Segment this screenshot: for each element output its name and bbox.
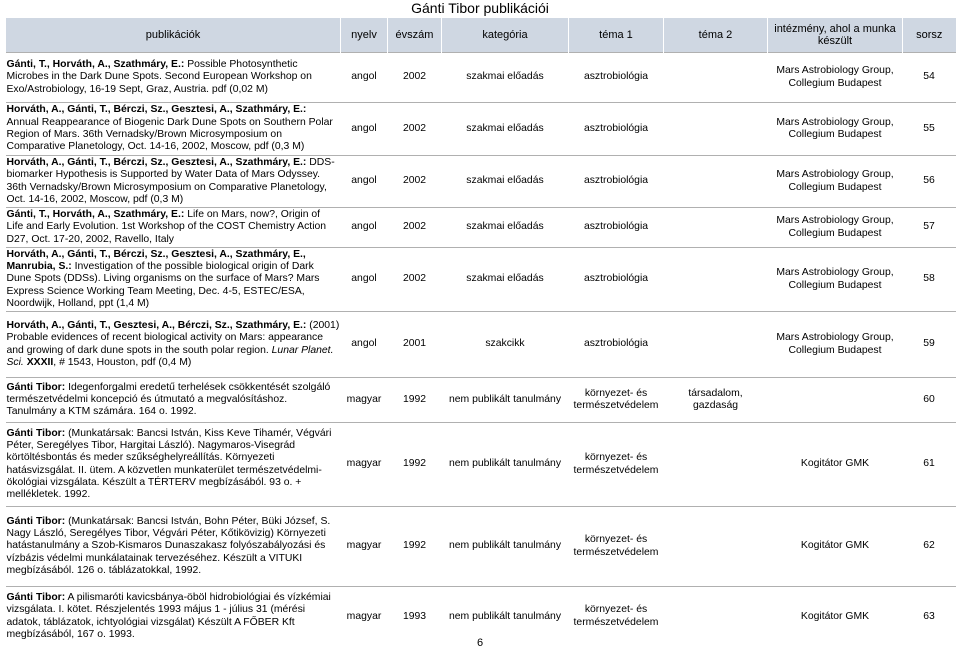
category-cell: nem publikált tanulmány — [442, 378, 569, 423]
serial-number-cell: 60 — [903, 378, 956, 423]
year-cell: 1992 — [388, 507, 442, 587]
publication-text: Idegenforgalmi eredetű terhelések csökkentését szolgáló természetvédelmi koncepció és útmutató a megvalósításhoz. Tanulmány a KTM számára. 164 o. 1992. — [6, 381, 331, 418]
category-cell: szakmai előadás — [442, 53, 569, 103]
category-cell: szakmai előadás — [442, 248, 569, 312]
publication-tail: , # 1543, Houston, pdf (0,4 M) — [53, 356, 192, 368]
table-row — [6, 248, 956, 312]
category-cell: nem publikált tanulmány — [442, 587, 569, 647]
serial-number-cell: 62 — [903, 507, 956, 587]
language-cell: angol — [341, 103, 388, 156]
publication-cell — [6, 103, 341, 156]
language-cell: angol — [341, 312, 388, 378]
language-cell: magyar — [341, 378, 388, 423]
topic2-cell — [664, 208, 768, 248]
serial-number-cell: 57 — [903, 208, 956, 248]
publication-cell — [6, 423, 341, 507]
serial-number-cell: 61 — [903, 423, 956, 507]
language-cell: angol — [341, 248, 388, 312]
institution-cell: Mars Astrobiology Group, Collegium Budapest — [768, 248, 903, 312]
col-header-intezmeny: intézmény, ahol a munka készült — [768, 18, 903, 53]
publication-authors: Gánti Tibor: — [6, 515, 66, 527]
publication-authors: Horváth, A., Gánti, T., Bérczi, Sz., Gesztesi, A., Szathmáry, E.: — [6, 104, 307, 116]
institution-cell: Mars Astrobiology Group, Collegium Budapest — [768, 53, 903, 103]
institution-cell: Mars Astrobiology Group, Collegium Budapest — [768, 103, 903, 156]
publication-cell — [6, 53, 341, 103]
year-cell: 1992 — [388, 378, 442, 423]
publication-authors: Gánti Tibor: — [6, 592, 66, 604]
publication-authors: Gánti Tibor: — [6, 381, 66, 393]
topic2-cell — [664, 507, 768, 587]
language-cell: angol — [341, 156, 388, 208]
year-cell: 2002 — [388, 248, 442, 312]
category-cell: nem publikált tanulmány — [442, 507, 569, 587]
publication-cell — [6, 156, 341, 208]
institution-cell: Kogitátor GMK — [768, 507, 903, 587]
publication-cell — [6, 208, 341, 248]
serial-number-cell: 59 — [903, 312, 956, 378]
table-row — [6, 507, 956, 587]
institution-cell: Kogitátor GMK — [768, 587, 903, 647]
table-row — [6, 423, 956, 507]
publication-cell — [6, 312, 341, 378]
page-title: Gánti Tibor publikációi — [411, 0, 549, 16]
header-row — [6, 18, 956, 53]
year-cell: 2002 — [388, 53, 442, 103]
topic1-cell: asztrobiológia — [569, 156, 664, 208]
publication-text: Possible Photosynthetic Microbes in the Dark Dune Spots. Second European Workshop on Exo/Astrobiology, 16-19 Sept, Graz, Austria. pdf (0,02 M) — [6, 59, 312, 95]
publication-text: Annual Reappearance of Biogenic Dark Dune Spots on Southern Polar Region of Mars. 36th Vernadsky/Brown Microsymposium on Comparative Planetology, Oct. 14-16, 2002, Moscow, pdf (0,3 M) — [6, 116, 333, 153]
institution-cell: Kogitátor GMK — [768, 423, 903, 507]
publication-text: (Munkatársak: Bancsi István, Kiss Keve Tihamér, Végvári Péter, Seregélyes Tibor, Hargitai László). Nagymaros-Visegrád körtöltésbontás és meder szűkséghelyreállítás. Környezeti hatásvizsgálat. II. ütem. A közvetlen munkaterület természetvédelmi-ökológiai vizsgálata. Készült a TÉRTERV megbízásából. 93 o. + mellékletek. 1992. — [6, 427, 332, 501]
institution-cell: Mars Astrobiology Group, Collegium Budapest — [768, 208, 903, 248]
topic1-cell: környezet- és természetvédelem — [569, 378, 664, 423]
topic2-cell — [664, 248, 768, 312]
serial-number-cell: 56 — [903, 156, 956, 208]
publication-authors: Gánti Tibor: — [6, 427, 66, 439]
topic2-cell — [664, 312, 768, 378]
topic1-cell: asztrobiológia — [569, 248, 664, 312]
col-header-evszam: évszám — [388, 18, 442, 53]
topic1-cell: asztrobiológia — [569, 103, 664, 156]
language-cell: angol — [341, 208, 388, 248]
topic1-cell: asztrobiológia — [569, 208, 664, 248]
topic2-cell — [664, 103, 768, 156]
category-cell: szakmai előadás — [442, 156, 569, 208]
serial-number-cell: 63 — [903, 587, 956, 647]
language-cell: angol — [341, 53, 388, 103]
year-cell: 1992 — [388, 423, 442, 507]
table-row — [6, 378, 956, 423]
category-cell: szakmai előadás — [442, 103, 569, 156]
publication-authors: Horváth, A., Gánti, T., Gesztesi, A., Bérczi, Sz., Szathmáry, E.: — [6, 319, 307, 331]
publication-cell — [6, 248, 341, 312]
language-cell: magyar — [341, 507, 388, 587]
topic2-cell — [664, 53, 768, 103]
year-cell: 2001 — [388, 312, 442, 378]
topic1-cell: környezet- és természetvédelem — [569, 423, 664, 507]
col-header-tema2: téma 2 — [664, 18, 768, 53]
publications-table — [5, 18, 956, 647]
topic2-cell: társadalom, gazdaság — [664, 378, 768, 423]
col-header-nyelv: nyelv — [341, 18, 388, 53]
table-row — [6, 208, 956, 248]
col-header-publikaciok: publikációk — [6, 18, 341, 53]
publication-text: (2001) Probable evidences of recent biological activity on Mars: appearance and growing of dark dune spots in the south polar region. — [6, 319, 340, 356]
publication-text: A pilismaróti kavicsbánya-öböl hidrobiológiai és vízkémiai vizsgálata. I. kötet. Részjelentés 1993 május 1 - július 31 (mérési adatok, táblázatok, ichtyológiai vizsgálat) Készült A FŐBER Kft megbízásából, 167 o. 1993. — [6, 592, 331, 641]
year-cell: 2002 — [388, 156, 442, 208]
institution-cell — [768, 378, 903, 423]
table-row — [6, 312, 956, 378]
topic2-cell — [664, 156, 768, 208]
page-number: 6 — [476, 637, 484, 649]
institution-cell: Mars Astrobiology Group, Collegium Budapest — [768, 156, 903, 208]
topic2-cell — [664, 423, 768, 507]
category-cell: szakcikk — [442, 312, 569, 378]
table-row — [6, 53, 956, 103]
topic1-cell: környezet- és természetvédelem — [569, 587, 664, 647]
category-cell: szakmai előadás — [442, 208, 569, 248]
table-row — [6, 103, 956, 156]
publication-cell — [6, 507, 341, 587]
publication-authors: Gánti, T., Horváth, A., Szathmáry, E.: — [6, 59, 185, 71]
publication-authors: Horváth, A., Gánti, T., Bérczi, Sz., Gesztesi, A., Szathmáry, E.: — [6, 156, 307, 168]
topic1-cell: asztrobiológia — [569, 53, 664, 103]
publication-text: DDS-biomarker Hypothesis is Supported by Water Data of Mars Odyssey. 36th Vernadsky/Brown Microsymposium on Comparative Planetology, Oct. 14-16, 2002, Moscow, pdf (0,3 M) — [6, 156, 335, 205]
language-cell: magyar — [341, 423, 388, 507]
topic1-cell: asztrobiológia — [569, 312, 664, 378]
language-cell: magyar — [341, 587, 388, 647]
year-cell: 1993 — [388, 587, 442, 647]
publication-volume: XXXII — [26, 356, 54, 368]
col-header-kategoria: kategória — [442, 18, 569, 53]
category-cell: nem publikált tanulmány — [442, 423, 569, 507]
table-row — [6, 156, 956, 208]
publication-text: Investigation of the possible biological origin of Dark Dune Spots (DDSs). Living organisms on the surface of Mars? Mars Express Science Working Team Meeting, Dec. 4-5, ESTEC/ESA, Noordwijk, Holland, ppt (1,4 M) — [6, 261, 320, 309]
serial-number-cell: 58 — [903, 248, 956, 312]
topic1-cell: környezet- és természetvédelem — [569, 507, 664, 587]
publication-text: Life on Mars, now?, Origin of Life and Early Evolution. 1st Workshop of the COST Chemistry Action D27, Oct. 17-20, 2002, Ravello, Italy — [6, 209, 327, 245]
col-header-sorsz: sorsz — [903, 18, 956, 53]
year-cell: 2002 — [388, 208, 442, 248]
serial-number-cell: 55 — [903, 103, 956, 156]
serial-number-cell: 54 — [903, 53, 956, 103]
publication-journal: Lunar Planet. Sci. — [6, 344, 334, 368]
publication-authors: Gánti, T., Horváth, A., Szathmáry, E.: — [6, 209, 185, 221]
publication-cell — [6, 378, 341, 423]
year-cell: 2002 — [388, 103, 442, 156]
publication-text: (Munkatársak: Bancsi István, Bohn Péter, Büki József, S. Nagy László, Seregélyes Tibor, Végvári Péter, Kőtikövizig) Környezeti hatástanulmány a Szob-Kismaros Dunaszakasz folyószabályozási és vízbázis védelmi munkálatainak tervezéséhez. Készült a VITUKI megbízásából. 126 o. táblázatokkal, 1992. — [6, 515, 331, 576]
publication-authors: Horváth, A., Gánti, T., Bérczi, Sz., Gesztesi, A., Szathmáry, E., Manrubia, S.: — [6, 248, 306, 273]
institution-cell: Mars Astrobiology Group, Collegium Budapest — [768, 312, 903, 378]
col-header-tema1: téma 1 — [569, 18, 664, 53]
